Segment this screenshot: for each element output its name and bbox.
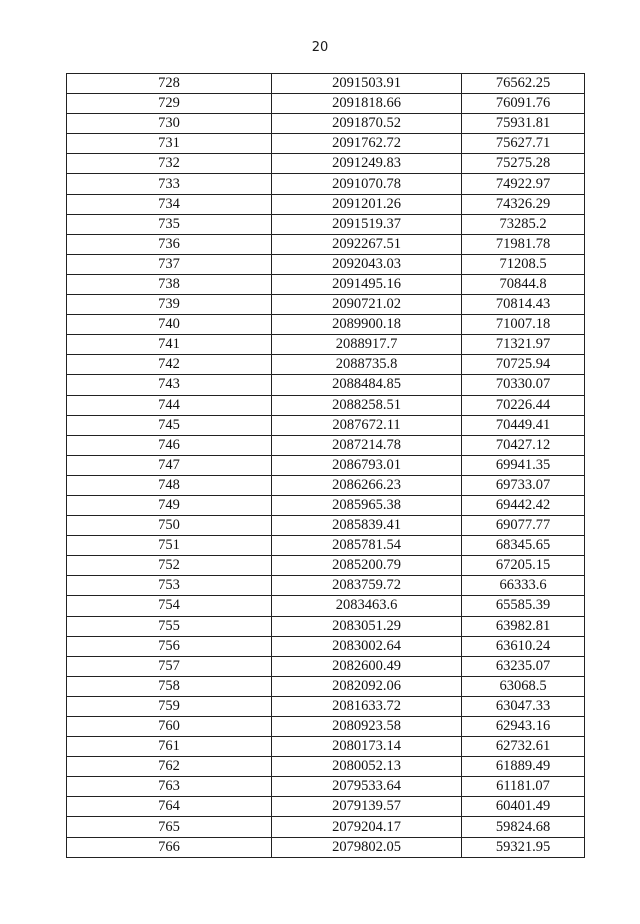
y-coordinate-cell: 74326.29 <box>462 194 585 214</box>
table-row <box>67 737 585 757</box>
x-coordinate-cell: 2091503.91 <box>272 74 462 94</box>
x-coordinate-cell: 2079204.17 <box>272 817 462 837</box>
y-coordinate-cell: 62732.61 <box>462 737 585 757</box>
table-row <box>67 94 585 114</box>
x-coordinate-cell: 2083002.64 <box>272 636 462 656</box>
y-coordinate-cell: 70330.07 <box>462 375 585 395</box>
x-coordinate-cell: 2083051.29 <box>272 616 462 636</box>
x-coordinate-cell: 2089900.18 <box>272 315 462 335</box>
point-number-cell: 738 <box>67 274 272 294</box>
x-coordinate-cell: 2091818.66 <box>272 94 462 114</box>
x-coordinate-cell: 2083463.6 <box>272 596 462 616</box>
x-coordinate-cell: 2080923.58 <box>272 717 462 737</box>
point-number-cell: 752 <box>67 556 272 576</box>
table-row <box>67 455 585 475</box>
table-row <box>67 134 585 154</box>
table-row <box>67 174 585 194</box>
point-number-cell: 761 <box>67 737 272 757</box>
point-number-cell: 763 <box>67 777 272 797</box>
x-coordinate-cell: 2088484.85 <box>272 375 462 395</box>
table-row <box>67 516 585 536</box>
y-coordinate-cell: 63047.33 <box>462 696 585 716</box>
y-coordinate-cell: 59321.95 <box>462 837 585 857</box>
point-number-cell: 736 <box>67 234 272 254</box>
point-number-cell: 728 <box>67 74 272 94</box>
point-number-cell: 734 <box>67 194 272 214</box>
table-row <box>67 335 585 355</box>
x-coordinate-cell: 2091249.83 <box>272 154 462 174</box>
table-body <box>67 74 585 858</box>
x-coordinate-cell: 2080052.13 <box>272 757 462 777</box>
x-coordinate-cell: 2091070.78 <box>272 174 462 194</box>
table-row <box>67 636 585 656</box>
x-coordinate-cell: 2081633.72 <box>272 696 462 716</box>
table-row <box>67 717 585 737</box>
y-coordinate-cell: 71007.18 <box>462 315 585 335</box>
table-row <box>67 536 585 556</box>
point-number-cell: 737 <box>67 254 272 274</box>
y-coordinate-cell: 71208.5 <box>462 254 585 274</box>
point-number-cell: 750 <box>67 516 272 536</box>
point-number-cell: 729 <box>67 94 272 114</box>
x-coordinate-cell: 2086266.23 <box>272 475 462 495</box>
table-row <box>67 837 585 857</box>
y-coordinate-cell: 73285.2 <box>462 214 585 234</box>
point-number-cell: 756 <box>67 636 272 656</box>
table-row <box>67 596 585 616</box>
table-row <box>67 475 585 495</box>
x-coordinate-cell: 2085781.54 <box>272 536 462 556</box>
y-coordinate-cell: 75275.28 <box>462 154 585 174</box>
x-coordinate-cell: 2087214.78 <box>272 435 462 455</box>
point-number-cell: 751 <box>67 536 272 556</box>
table-row <box>67 214 585 234</box>
point-number-cell: 749 <box>67 495 272 515</box>
table-row <box>67 676 585 696</box>
point-number-cell: 744 <box>67 395 272 415</box>
point-number-cell: 757 <box>67 656 272 676</box>
table-row <box>67 194 585 214</box>
y-coordinate-cell: 76091.76 <box>462 94 585 114</box>
table-row <box>67 616 585 636</box>
table-row <box>67 295 585 315</box>
table-row <box>67 435 585 455</box>
point-number-cell: 741 <box>67 335 272 355</box>
table-row <box>67 696 585 716</box>
x-coordinate-cell: 2087672.11 <box>272 415 462 435</box>
point-number-cell: 746 <box>67 435 272 455</box>
x-coordinate-cell: 2092043.03 <box>272 254 462 274</box>
table-row <box>67 817 585 837</box>
x-coordinate-cell: 2082092.06 <box>272 676 462 696</box>
y-coordinate-cell: 60401.49 <box>462 797 585 817</box>
table-row <box>67 375 585 395</box>
table-row <box>67 355 585 375</box>
x-coordinate-cell: 2079802.05 <box>272 837 462 857</box>
y-coordinate-cell: 75931.81 <box>462 114 585 134</box>
point-number-cell: 759 <box>67 696 272 716</box>
y-coordinate-cell: 69733.07 <box>462 475 585 495</box>
table-row <box>67 315 585 335</box>
y-coordinate-cell: 63235.07 <box>462 656 585 676</box>
y-coordinate-cell: 67205.15 <box>462 556 585 576</box>
x-coordinate-cell: 2092267.51 <box>272 234 462 254</box>
table-row <box>67 395 585 415</box>
point-number-cell: 732 <box>67 154 272 174</box>
point-number-cell: 747 <box>67 455 272 475</box>
point-number-cell: 766 <box>67 837 272 857</box>
page-number: 20 <box>311 40 329 55</box>
x-coordinate-cell: 2091495.16 <box>272 274 462 294</box>
table-row <box>67 777 585 797</box>
point-number-cell: 765 <box>67 817 272 837</box>
y-coordinate-cell: 70226.44 <box>462 395 585 415</box>
y-coordinate-cell: 63982.81 <box>462 616 585 636</box>
x-coordinate-cell: 2085839.41 <box>272 516 462 536</box>
y-coordinate-cell: 63610.24 <box>462 636 585 656</box>
y-coordinate-cell: 65585.39 <box>462 596 585 616</box>
point-number-cell: 730 <box>67 114 272 134</box>
table-row <box>67 154 585 174</box>
point-number-cell: 764 <box>67 797 272 817</box>
x-coordinate-cell: 2088917.7 <box>272 335 462 355</box>
y-coordinate-cell: 70449.41 <box>462 415 585 435</box>
x-coordinate-cell: 2088735.8 <box>272 355 462 375</box>
table-row <box>67 556 585 576</box>
y-coordinate-cell: 66333.6 <box>462 576 585 596</box>
table-row <box>67 415 585 435</box>
x-coordinate-cell: 2086793.01 <box>272 455 462 475</box>
table-row <box>67 495 585 515</box>
table-row <box>67 757 585 777</box>
x-coordinate-cell: 2085200.79 <box>272 556 462 576</box>
point-number-cell: 762 <box>67 757 272 777</box>
y-coordinate-cell: 70814.43 <box>462 295 585 315</box>
table-row <box>67 576 585 596</box>
point-number-cell: 745 <box>67 415 272 435</box>
point-number-cell: 731 <box>67 134 272 154</box>
x-coordinate-cell: 2083759.72 <box>272 576 462 596</box>
point-number-cell: 743 <box>67 375 272 395</box>
y-coordinate-cell: 75627.71 <box>462 134 585 154</box>
y-coordinate-cell: 61181.07 <box>462 777 585 797</box>
y-coordinate-cell: 59824.68 <box>462 817 585 837</box>
x-coordinate-cell: 2079139.57 <box>272 797 462 817</box>
table-row <box>67 114 585 134</box>
y-coordinate-cell: 61889.49 <box>462 757 585 777</box>
y-coordinate-cell: 69442.42 <box>462 495 585 515</box>
y-coordinate-cell: 71981.78 <box>462 234 585 254</box>
y-coordinate-cell: 71321.97 <box>462 335 585 355</box>
x-coordinate-cell: 2091519.37 <box>272 214 462 234</box>
table-row <box>67 274 585 294</box>
table-row <box>67 656 585 676</box>
x-coordinate-cell: 2085965.38 <box>272 495 462 515</box>
point-number-cell: 755 <box>67 616 272 636</box>
y-coordinate-cell: 70427.12 <box>462 435 585 455</box>
x-coordinate-cell: 2091762.72 <box>272 134 462 154</box>
y-coordinate-cell: 70844.8 <box>462 274 585 294</box>
point-number-cell: 733 <box>67 174 272 194</box>
point-number-cell: 740 <box>67 315 272 335</box>
x-coordinate-cell: 2091870.52 <box>272 114 462 134</box>
x-coordinate-cell: 2082600.49 <box>272 656 462 676</box>
y-coordinate-cell: 62943.16 <box>462 717 585 737</box>
table-row <box>67 234 585 254</box>
point-number-cell: 742 <box>67 355 272 375</box>
coordinate-table <box>66 73 585 858</box>
y-coordinate-cell: 68345.65 <box>462 536 585 556</box>
point-number-cell: 748 <box>67 475 272 495</box>
x-coordinate-cell: 2079533.64 <box>272 777 462 797</box>
point-number-cell: 753 <box>67 576 272 596</box>
point-number-cell: 760 <box>67 717 272 737</box>
point-number-cell: 754 <box>67 596 272 616</box>
point-number-cell: 739 <box>67 295 272 315</box>
table-row <box>67 254 585 274</box>
x-coordinate-cell: 2088258.51 <box>272 395 462 415</box>
point-number-cell: 758 <box>67 676 272 696</box>
y-coordinate-cell: 70725.94 <box>462 355 585 375</box>
table-row <box>67 74 585 94</box>
y-coordinate-cell: 69077.77 <box>462 516 585 536</box>
x-coordinate-cell: 2091201.26 <box>272 194 462 214</box>
x-coordinate-cell: 2090721.02 <box>272 295 462 315</box>
point-number-cell: 735 <box>67 214 272 234</box>
table-row <box>67 797 585 817</box>
y-coordinate-cell: 74922.97 <box>462 174 585 194</box>
y-coordinate-cell: 69941.35 <box>462 455 585 475</box>
y-coordinate-cell: 76562.25 <box>462 74 585 94</box>
x-coordinate-cell: 2080173.14 <box>272 737 462 757</box>
y-coordinate-cell: 63068.5 <box>462 676 585 696</box>
